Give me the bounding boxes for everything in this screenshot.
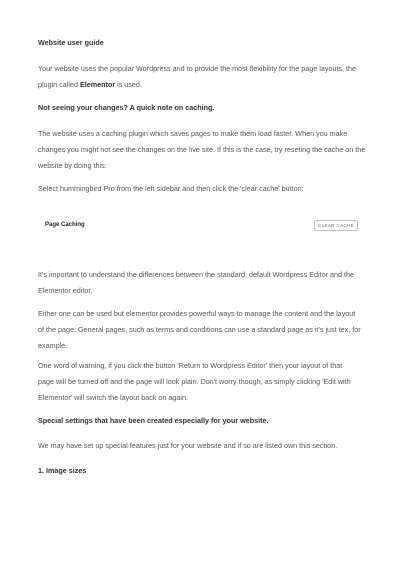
warning-line-2: page will be turned off and the page will look plain. Don't worry though, as simply clicking 'Edit with — [38, 377, 351, 386]
clear-cache-button[interactable]: CLEAR CACHE — [314, 220, 358, 231]
intro-paragraph — [38, 61, 368, 93]
either-line-1: Either one can be used but elementor provides powerful ways to manage the content and the layout — [38, 309, 356, 318]
warning-line-3: Elementor' will switch the layout back on again. — [38, 393, 188, 402]
either-paragraph — [38, 306, 368, 354]
special-settings-heading: Special settings that have been created especially for your website. — [38, 416, 269, 425]
page-caching-panel — [38, 214, 364, 238]
caching-line-3: website by doing this: — [38, 161, 107, 170]
page-title: Website user guide — [38, 38, 104, 47]
intro-line-2-prefix: plugin called — [38, 80, 80, 89]
caching-line-2: changes you might not see the changes on the live site. If this is the case, try reseting the cache on the — [38, 145, 366, 154]
editor-paragraph — [38, 267, 368, 299]
either-line-3: example. — [38, 341, 68, 350]
intro-line-2 — [38, 77, 368, 93]
editor-line-1: It's important to understand the differences between the standard, default Wordpress Editor and the — [38, 270, 354, 279]
either-line-2: of the page. General pages, such as terms and conditions can use a standard page as it's just tex, for — [38, 325, 361, 334]
select-instruction — [38, 181, 368, 197]
caching-heading: Not seeing your changes? A quick note on caching. — [38, 103, 215, 112]
editor-line-2: Elementor editor. — [38, 286, 93, 295]
special-paragraph — [38, 438, 368, 454]
page-caching-title: Page Caching — [45, 222, 85, 228]
elementor-bold-text: Elementor — [79, 80, 116, 89]
select-instruction-line: Select hummingbird Pro from the left sidebar and then click the 'clear cache' button: — [38, 184, 304, 193]
caching-line-1: The website uses a caching plugin which saves pages to make them load faster. When you make — [38, 129, 348, 138]
image-sizes-heading: 1. Image sizes — [38, 466, 87, 475]
warning-line-1: One word of warning, if you click the button 'Return to Wordpress Editor' then your layout of that — [38, 361, 343, 370]
warning-paragraph — [38, 358, 368, 406]
intro-line-1: Your website uses the popular Wordpress and to provide the most flexibility for the page layouts, the — [38, 64, 357, 73]
special-line-1: We may have set up special features just for your website and if so are listed own this section. — [38, 441, 338, 450]
intro-line-2-suffix: is used. — [115, 80, 142, 89]
caching-paragraph — [38, 126, 368, 174]
